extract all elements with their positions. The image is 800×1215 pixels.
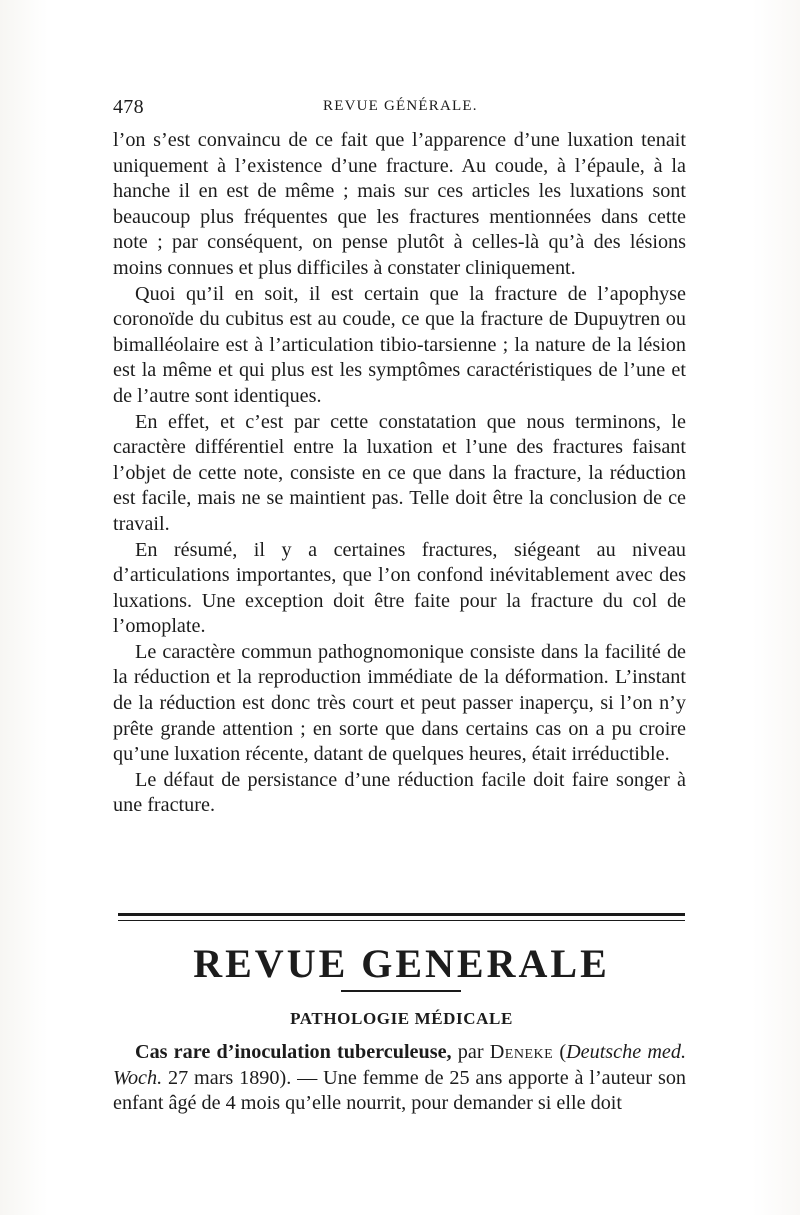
divider-thin-line (118, 920, 685, 921)
paragraph-continuation: l’on s’est convaincu de ce fait que l’apparence d’une luxation tenait uniquement à l’existence d’une fracture. Au coude, à l’épaule, à la hanche il en est de même ; mais sur ces articles les luxations sont beaucoup plus fréquentes que les fractures mentionnées dans cette note ; par conséquent, on pense plutôt à celles-là qu’à des lésions moins connues et plus difficiles à constater cliniquement. (113, 129, 686, 279)
body-text (113, 128, 686, 819)
article-by: par (451, 1041, 490, 1063)
article-source-open: ( (553, 1041, 567, 1063)
running-head (113, 96, 688, 122)
subsection-title: PATHOLOGIE MÉDICALE (290, 1009, 513, 1028)
paragraph-summary: En résumé, il y a certaines fractures, siégeant au niveau d’articulations importantes, que l’on confond inévitablement avec des luxations. Une exception doit être faite pour la fracture du col de l’omoplate. (113, 538, 686, 638)
title-underline (341, 990, 461, 992)
section-title: REVUE GENERALE (193, 941, 610, 986)
article-date: 27 mars 1890). — (162, 1066, 324, 1089)
paragraph-conclusion: Le défaut de persistance d’une réduction facile doit faire songer à une fracture. (113, 768, 686, 817)
section-divider (118, 913, 685, 923)
paragraph-coronoid: Quoi qu’il en soit, il est certain que la fracture de l’apophyse coronoïde du cubitus est au coude, ce que la fracture de Dupuytren ou bimalléolaire est à l’articulation tibio-tarsienne ; la nature de la lésion est la même et qui plus est les symptômes caractéristiques de l’une et de l’autre sont identiques. (113, 282, 686, 407)
article-journal: Deutsche med. Woch. (113, 1041, 687, 1089)
article-first-paragraph (113, 1040, 686, 1117)
divider-thick-line (118, 913, 685, 916)
article-author: Deneke (489, 1041, 554, 1063)
article-paragraph (113, 1040, 686, 1117)
article-title: Cas rare d’inoculation tuberculeuse, (135, 1041, 452, 1063)
paragraph-common-character: Le caractère commun pathognomonique consiste dans la facilité de la réduction et la reproduction immédiate de la déformation. L’instant de la réduction est donc très court et peut passer inaperçu, si l’on n’y prête grande attention ; en sorte que dans certains cas on a pu croire qu’une luxation récente, datant de quelques heures, était irréductible. (113, 640, 686, 766)
running-title: REVUE GÉNÉRALE. (323, 98, 478, 114)
page-number: 478 (113, 96, 144, 118)
paragraph-differential: En effet, et c’est par cette constatation que nous terminons, le caractère différentiel entre la luxation et l’une des fractures faisant l’objet de cette note, consiste en ce que dans la fracture, la réduction est facile, mais ne se maintient pas. Telle doit être la conclusion de ce travail. (113, 410, 686, 535)
article-text: Une femme de 25 ans apporte à l’auteur son enfant âgé de 4 mois qu’elle nourrit, pour demander si elle doit (113, 1066, 687, 1115)
